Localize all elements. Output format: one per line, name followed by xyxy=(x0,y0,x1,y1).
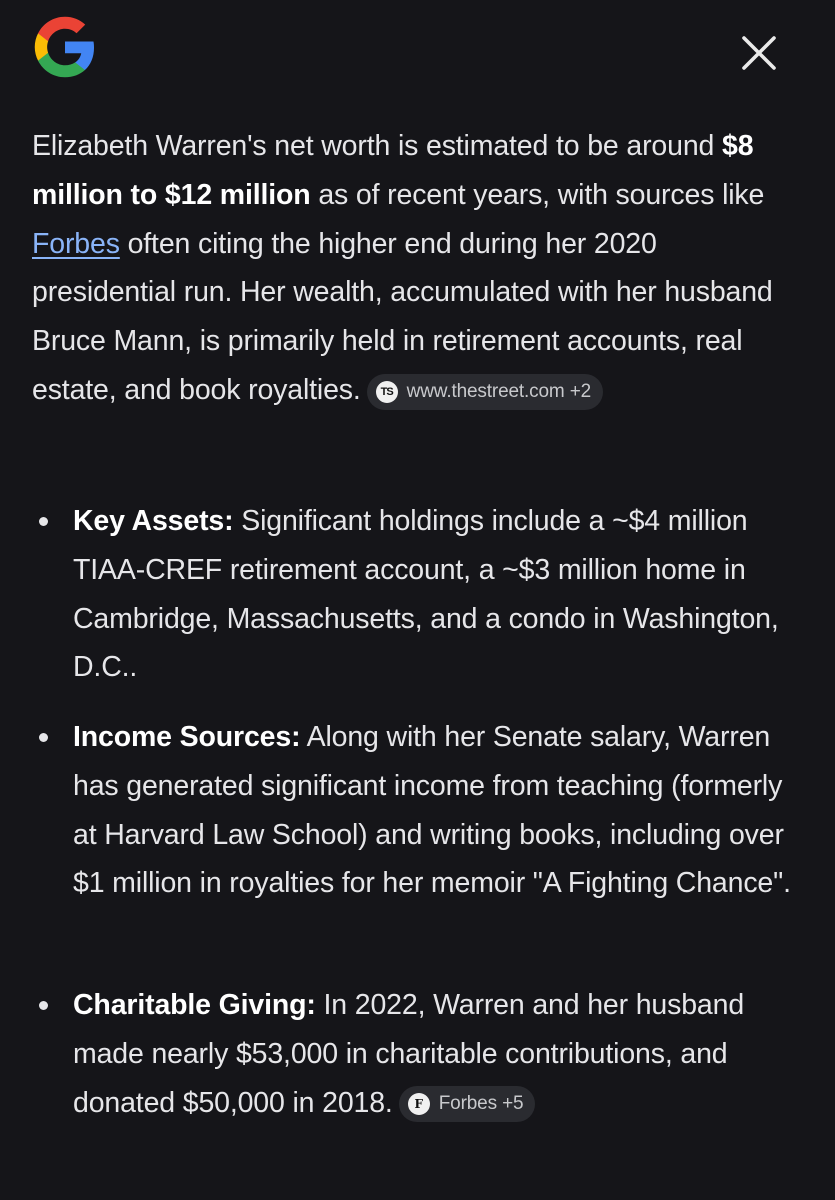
overview-paragraph xyxy=(32,122,807,415)
bullet-text xyxy=(73,981,807,1127)
bullet-key-assets xyxy=(32,497,807,692)
bullet-income-sources xyxy=(32,713,807,908)
forbes-favicon-icon: F xyxy=(408,1093,430,1115)
thestreet-favicon-icon: TS xyxy=(376,381,398,403)
net-worth-range: $8 million to $12 million xyxy=(32,130,754,211)
source-chip-label: www.thestreet.com +2 xyxy=(406,380,592,402)
forbes-link[interactable]: Forbes xyxy=(32,227,120,260)
close-button[interactable] xyxy=(736,30,782,76)
bullet-title: Charitable Giving: xyxy=(73,989,316,1021)
bullet-dot-icon xyxy=(39,517,48,526)
bullet-body: Significant holdings include a ~$4 million TIAA-CREF retirement account, a ~$3 million home in Cambridge, Massachusetts, and a condo in Washington, D.C.. xyxy=(73,505,779,684)
source-chip-thestreet[interactable] xyxy=(367,374,603,410)
ai-overview-content xyxy=(32,122,807,415)
overview-text-1: Elizabeth Warren's net worth is estimated to be around xyxy=(32,130,722,162)
source-chip-forbes[interactable] xyxy=(399,1086,536,1122)
bullet-title: Key Assets: xyxy=(73,505,234,537)
bullet-charitable-giving xyxy=(32,981,807,1127)
overview-text-2: as of recent years, with sources like xyxy=(310,178,765,211)
google-logo-icon xyxy=(32,14,98,80)
close-icon xyxy=(741,35,777,71)
overview-text-3: often citing the higher end during her 2020 presidential run. Her wealth, accumulated with her husband Bruce Mann, is primarily held in retirement accounts, real estate, and book royalties. xyxy=(32,227,773,406)
bullet-title: Income Sources: xyxy=(73,721,301,753)
bullet-body: In 2022, Warren and her husband made nearly $53,000 in charitable contributions, and donated $50,000 in 2018. xyxy=(73,989,745,1119)
bullet-text xyxy=(73,497,807,692)
bullet-text xyxy=(73,713,807,908)
bullet-dot-icon xyxy=(39,733,48,742)
bullet-dot-icon xyxy=(39,1001,48,1010)
bullet-body: Along with her Senate salary, Warren has generated significant income from teaching (formerly at Harvard Law School) and writing books, including over $1 million in royalties for her memoir "A Fighting Chance". xyxy=(73,721,791,900)
source-chip-label: Forbes +5 xyxy=(438,1092,524,1114)
